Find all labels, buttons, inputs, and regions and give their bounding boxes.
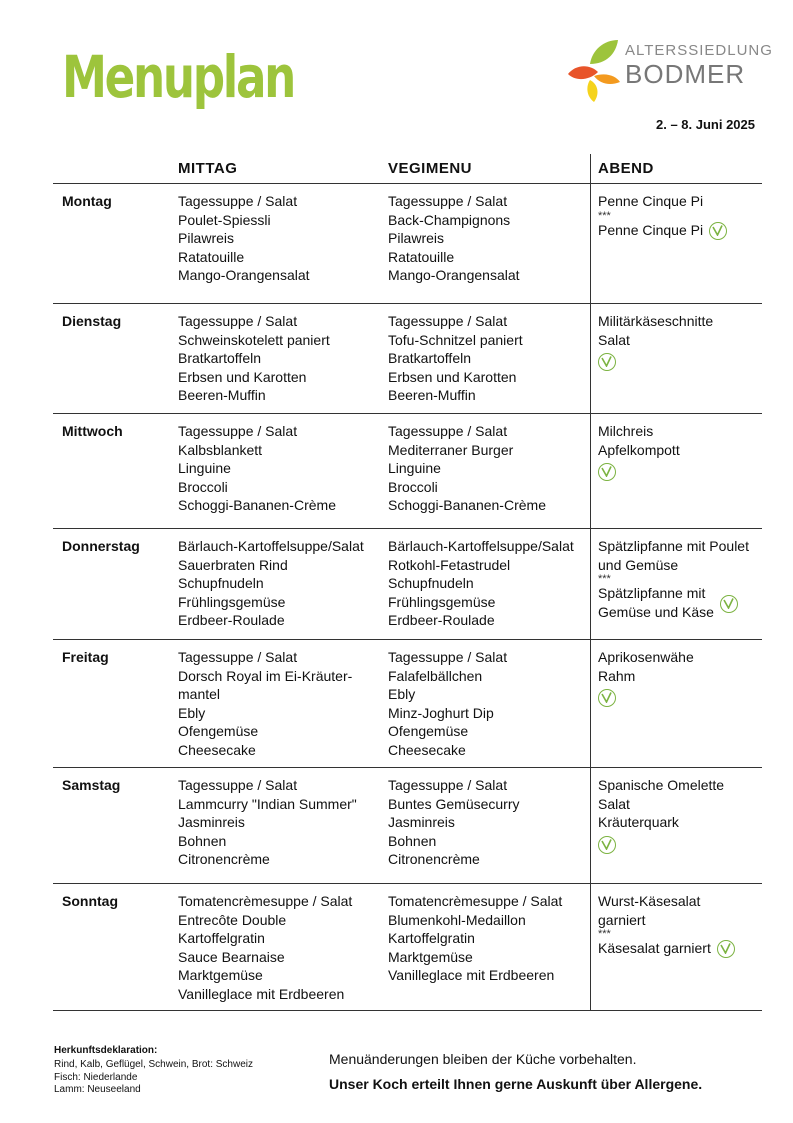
row-divider xyxy=(53,183,762,184)
menu-item: Buntes Gemüsecurry xyxy=(388,795,520,812)
column-header-abend: ABEND xyxy=(598,160,654,177)
column-header-vegi: VEGIMENU xyxy=(388,160,473,177)
menu-item: Rahm xyxy=(598,667,636,684)
logo-line2: BODMER xyxy=(625,59,746,89)
menu-item: Milchreis xyxy=(598,423,654,439)
menu-item: Linguine xyxy=(388,460,441,477)
menu-item: Erdbeer-Roulade xyxy=(178,612,285,629)
menu-cell-vegi xyxy=(388,192,520,285)
menu-cell-vegi xyxy=(388,776,520,869)
menu-cell-vegi xyxy=(388,537,574,630)
menu-item: Bratkartoffeln xyxy=(388,350,472,367)
menu-item: Tagessuppe / Salat xyxy=(388,649,508,665)
menu-item: Tagessuppe / Salat xyxy=(388,193,508,209)
vegetarian-icon xyxy=(598,463,616,481)
menu-item: Bärlauch-Kartoffelsuppe/Salat xyxy=(388,538,574,554)
menu-item: Tagessuppe / Salat xyxy=(388,313,508,329)
menu-cell-mittag xyxy=(178,648,352,760)
menu-item: Käsesalat garniert xyxy=(598,939,735,958)
menu-item: Militärkäseschnitte xyxy=(598,313,714,329)
menu-item: Sauerbraten Rind xyxy=(178,556,288,573)
menu-item: Apfelkompott xyxy=(598,441,680,458)
menu-item: Back-Champignons xyxy=(388,211,511,228)
menu-item: Spätzlipfanne mit xyxy=(598,585,706,602)
menu-item: garniert xyxy=(598,911,646,928)
menu-item: Lammcurry "Indian Summer" xyxy=(178,795,357,812)
vegetarian-icon xyxy=(709,222,727,240)
day-name: Donnerstag xyxy=(62,538,140,554)
menu-item: Schupfnudeln xyxy=(388,575,474,592)
menu-item: Mango-Orangensalat xyxy=(388,267,520,284)
menu-item: Minz-Joghurt Dip xyxy=(388,704,494,721)
menu-cell-mittag xyxy=(178,192,310,285)
menu-cell-abend xyxy=(598,776,724,854)
menu-item: Kartoffelgratin xyxy=(178,930,265,947)
menu-item: Pilawreis xyxy=(178,230,235,247)
menu-item: Jasminreis xyxy=(388,814,455,831)
menu-cell-mittag xyxy=(178,776,357,869)
menu-item: Schweinskotelett paniert xyxy=(178,331,330,348)
row-divider xyxy=(53,528,762,529)
menu-item: Frühlingsgemüse xyxy=(388,593,496,610)
day-name: Freitag xyxy=(62,649,109,665)
menu-item: Broccoli xyxy=(388,478,438,495)
menu-item: Erbsen und Karotten xyxy=(388,368,517,385)
logo-line1: ALTERSSIEDLUNG xyxy=(625,42,773,59)
menu-item: Linguine xyxy=(178,460,231,477)
menu-item: Tagessuppe / Salat xyxy=(178,423,298,439)
vegetarian-icon xyxy=(598,836,616,854)
menu-cell-abend xyxy=(598,537,749,622)
menu-item: Tomatencrèmesuppe / Salat xyxy=(178,893,353,909)
menu-item: Cheesecake xyxy=(178,741,256,758)
row-divider xyxy=(53,883,762,884)
row-divider xyxy=(53,1010,762,1011)
menu-item: *** xyxy=(598,928,611,941)
vegetarian-icon xyxy=(717,940,735,958)
menu-item: Penne Cinque Pi xyxy=(598,193,704,209)
menu-item: Dorsch Royal im Ei-Kräuter- xyxy=(178,667,353,684)
menu-item: Sauce Bearnaise xyxy=(178,948,285,965)
vegetarian-icon xyxy=(598,689,616,707)
menu-item: Rotkohl-Fetastrudel xyxy=(388,556,511,573)
menu-item: Blumenkohl-Medaillon xyxy=(388,911,526,928)
menu-item: Citronencrème xyxy=(388,851,480,868)
day-name: Sonntag xyxy=(62,893,118,909)
day-name: Montag xyxy=(62,193,112,209)
menu-item: Tagessuppe / Salat xyxy=(388,777,508,793)
menu-item: Kräuterquark xyxy=(598,814,679,831)
row-divider xyxy=(53,639,762,640)
menu-item: Bärlauch-Kartoffelsuppe/Salat xyxy=(178,538,364,554)
menu-cell-vegi xyxy=(388,312,523,405)
menu-item: Pilawreis xyxy=(388,230,445,247)
menu-item: Frühlingsgemüse xyxy=(178,593,286,610)
origin-line: Fisch: Niederlande xyxy=(54,1071,138,1083)
origin-line: Rind, Kalb, Geflügel, Schwein, Brot: Schweiz xyxy=(54,1059,253,1070)
menu-item: Falafelbällchen xyxy=(388,667,483,684)
menu-item: mantel xyxy=(178,686,221,703)
row-divider xyxy=(53,767,762,768)
row-divider xyxy=(53,413,762,414)
menu-item: Ofengemüse xyxy=(178,723,259,740)
origin-list xyxy=(54,1059,253,1097)
menu-item: Salat xyxy=(598,795,630,812)
vegetarian-icon xyxy=(720,595,738,613)
menu-item: *** xyxy=(598,209,611,222)
menu-item: Mediterraner Burger xyxy=(388,441,514,458)
logo xyxy=(568,36,773,106)
menu-item: Poulet-Spiessli xyxy=(178,211,271,228)
menu-item: Bohnen xyxy=(178,832,227,849)
menu-item: Cheesecake xyxy=(388,741,466,758)
menu-cell-abend xyxy=(598,892,735,958)
menu-item: Tagessuppe / Salat xyxy=(178,649,298,665)
menu-cell-vegi xyxy=(388,422,546,515)
menu-item: Spätzlipfanne mit Poulet xyxy=(598,538,749,554)
menu-cell-abend xyxy=(598,422,680,481)
menu-cell-abend xyxy=(598,312,713,371)
day-name: Mittwoch xyxy=(62,423,123,439)
menu-item: Tagessuppe / Salat xyxy=(178,313,298,329)
menu-item: Schoggi-Bananen-Crème xyxy=(178,497,336,514)
origin-line: Lamm: Neuseeland xyxy=(54,1084,141,1095)
menu-item: Ofengemüse xyxy=(388,723,469,740)
menu-item: Salat xyxy=(598,331,630,348)
menu-cell-abend xyxy=(598,192,727,240)
menu-item: Aprikosenwähe xyxy=(598,649,694,665)
column-header-mittag: MITTAG xyxy=(178,160,238,177)
menu-item: Tagessuppe / Salat xyxy=(178,777,298,793)
menu-item: Broccoli xyxy=(178,478,228,495)
menu-item: Bohnen xyxy=(388,832,437,849)
menu-item: Tagessuppe / Salat xyxy=(178,193,298,209)
menu-item: *** xyxy=(598,573,611,586)
menu-cell-mittag xyxy=(178,422,336,515)
page-title: Menuplan xyxy=(62,43,295,111)
menu-item: Erdbeer-Roulade xyxy=(388,612,495,629)
menu-item: Tagessuppe / Salat xyxy=(388,423,508,439)
menu-item: Vanilleglace mit Erdbeeren xyxy=(178,985,345,1002)
menu-item: Marktgemüse xyxy=(388,948,473,965)
menu-cell-vegi xyxy=(388,892,562,985)
menu-item: Mango-Orangensalat xyxy=(178,267,310,284)
menu-item: Kalbsblankett xyxy=(178,441,263,458)
menu-item: Schoggi-Bananen-Crème xyxy=(388,497,546,514)
vegetarian-icon xyxy=(598,353,616,371)
menu-item: Erbsen und Karotten xyxy=(178,368,307,385)
menu-item: Jasminreis xyxy=(178,814,245,831)
menu-item: Wurst-Käsesalat xyxy=(598,893,701,909)
menu-item: Tomatencrèmesuppe / Salat xyxy=(388,893,563,909)
leaf-logo-icon xyxy=(568,36,624,106)
menu-item: Penne Cinque Pi xyxy=(598,221,727,240)
menu-item: Vanilleglace mit Erdbeeren xyxy=(388,967,555,984)
origin-heading: Herkunftsdeklaration: xyxy=(54,1045,158,1056)
menu-change-note: Menuänderungen bleiben der Küche vorbehalten. xyxy=(329,1051,637,1067)
day-name: Samstag xyxy=(62,777,121,793)
menu-item: Kartoffelgratin xyxy=(388,930,475,947)
menu-item: Schupfnudeln xyxy=(178,575,264,592)
menu-item: Ebly xyxy=(388,686,416,703)
menu-cell-mittag xyxy=(178,537,364,630)
menu-cell-vegi xyxy=(388,648,507,760)
menu-cell-mittag xyxy=(178,892,352,1004)
menu-item: und Gemüse xyxy=(598,556,679,573)
day-name: Dienstag xyxy=(62,313,122,329)
menu-item: Ratatouille xyxy=(178,248,245,265)
allergen-note: Unser Koch erteilt Ihnen gerne Auskunft über Allergene. xyxy=(329,1076,703,1092)
row-divider xyxy=(53,303,762,304)
menu-item: Entrecôte Double xyxy=(178,911,287,928)
menu-item: Beeren-Muffin xyxy=(178,387,266,404)
menu-item: Ebly xyxy=(178,704,206,721)
menu-item: Bratkartoffeln xyxy=(178,350,262,367)
menu-item: Spanische Omelette xyxy=(598,777,725,793)
menu-item: Tofu-Schnitzel paniert xyxy=(388,331,523,348)
date-range: 2. – 8. Juni 2025 xyxy=(655,117,755,132)
menu-cell-mittag xyxy=(178,312,330,405)
menu-item: Beeren-Muffin xyxy=(388,387,476,404)
menu-item: Gemüse und Käse xyxy=(598,603,749,622)
menu-cell-abend xyxy=(598,648,694,707)
menu-item: Marktgemüse xyxy=(178,967,263,984)
menu-item: Ratatouille xyxy=(388,248,455,265)
menu-item: Citronencrème xyxy=(178,851,270,868)
